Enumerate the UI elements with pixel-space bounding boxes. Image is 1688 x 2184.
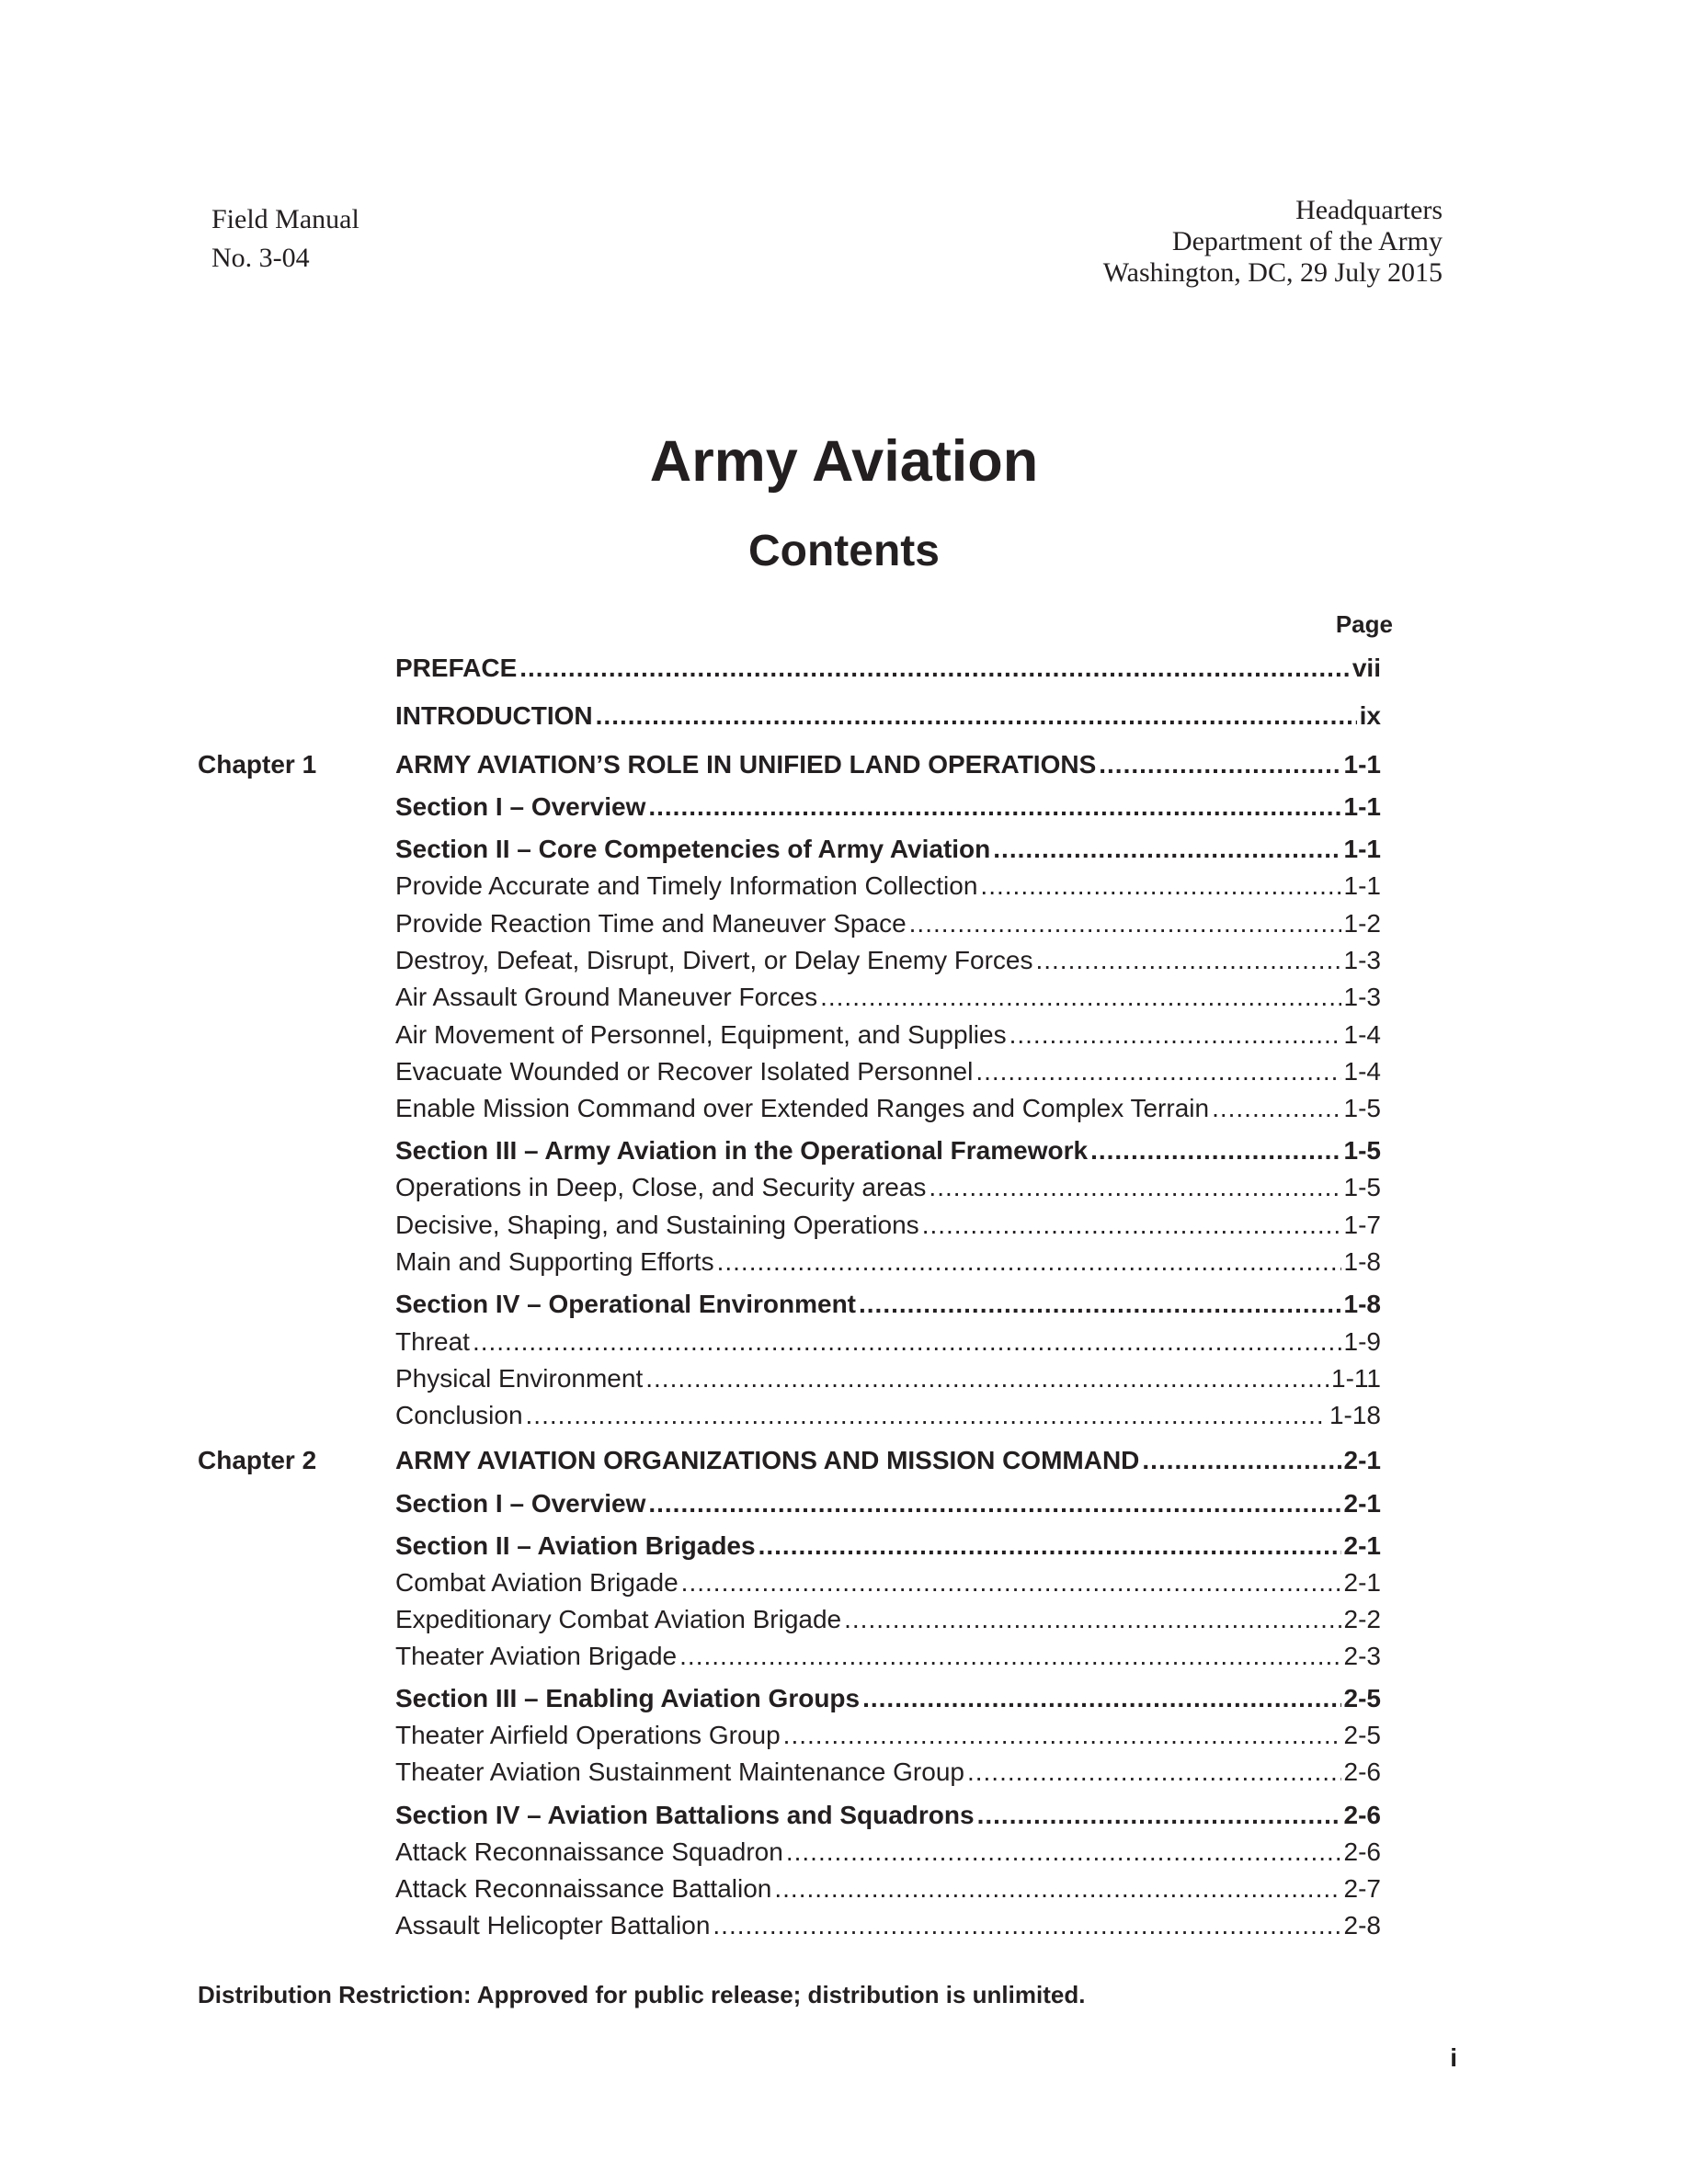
- toc-entry-title: Section III – Army Aviation in the Operational Framework: [395, 1136, 1089, 1165]
- toc-entry-page: 1-5: [1343, 1094, 1381, 1122]
- toc-entry-title: Provide Accurate and Timely Information Collection: [395, 871, 978, 900]
- department-label: Department of the Army: [1171, 226, 1443, 256]
- toc-entry-page: 2-3: [1343, 1642, 1381, 1670]
- dot-leader: [975, 1053, 1340, 1090]
- dot-leader: [967, 1754, 1341, 1791]
- toc-entry[interactable]: [395, 1754, 1381, 1791]
- toc-entry-page: 1-8: [1343, 1247, 1381, 1276]
- toc-entry-page: 2-5: [1343, 1684, 1381, 1712]
- toc-entry-page: 1-9: [1343, 1327, 1381, 1356]
- toc-entry-page: 1-4: [1343, 1020, 1381, 1049]
- toc-entry[interactable]: [395, 831, 1381, 868]
- field-manual-label: Field Manual: [211, 204, 359, 234]
- toc-entry[interactable]: [395, 1564, 1381, 1601]
- toc-entry[interactable]: [395, 789, 1381, 825]
- toc-entry[interactable]: [395, 1324, 1381, 1360]
- toc-entry[interactable]: [395, 1017, 1381, 1053]
- dot-leader: [844, 1601, 1340, 1638]
- toc-entry[interactable]: [395, 979, 1381, 1016]
- toc-entry[interactable]: [395, 1286, 1381, 1323]
- toc-entry-title: INTRODUCTION: [395, 701, 593, 730]
- toc-entry-title: Section II – Core Competencies of Army Aviation: [395, 835, 991, 863]
- dot-leader: [717, 1244, 1341, 1280]
- toc-entry-page: 1-1: [1343, 792, 1381, 821]
- toc-entry-page: 2-7: [1343, 1874, 1381, 1903]
- dot-leader: [648, 789, 1340, 825]
- toc-entry[interactable]: [395, 1132, 1381, 1169]
- toc-entry-page: 2-1: [1343, 1489, 1381, 1518]
- toc-entry-page: 1-5: [1343, 1136, 1381, 1165]
- toc-entry-page: 1-4: [1343, 1057, 1381, 1086]
- toc-entry-title: Conclusion: [395, 1401, 523, 1429]
- toc-entry-page: 1-1: [1343, 835, 1381, 863]
- toc-entry-title: ARMY AVIATION ORGANIZATIONS AND MISSION COMMAND: [395, 1446, 1140, 1474]
- toc-entry-title: Attack Reconnaissance Battalion: [395, 1874, 772, 1903]
- toc-entry[interactable]: [395, 1169, 1381, 1206]
- toc-entry[interactable]: [395, 1601, 1381, 1638]
- toc-entry[interactable]: [395, 1360, 1381, 1397]
- toc-entry-title: Theater Airfield Operations Group: [395, 1721, 781, 1749]
- form-designation: [211, 200, 359, 278]
- dot-leader: [774, 1871, 1340, 1907]
- toc-entry-title: Air Assault Ground Maneuver Forces: [395, 983, 818, 1011]
- toc-entry-title: Enable Mission Command over Extended Ranges and Complex Terrain: [395, 1094, 1210, 1122]
- headquarters-label: Headquarters: [1295, 195, 1443, 225]
- dot-leader: [929, 1169, 1340, 1206]
- toc-entry[interactable]: [395, 1907, 1381, 1944]
- toc-entry-title: Operations in Deep, Close, and Security areas: [395, 1173, 927, 1201]
- toc-entry-title: Threat: [395, 1327, 470, 1356]
- dot-leader: [1035, 942, 1340, 979]
- dot-leader: [820, 979, 1340, 1016]
- toc-entry-page: 2-1: [1343, 1531, 1381, 1560]
- dot-leader: [713, 1907, 1340, 1944]
- toc-entry[interactable]: [395, 650, 1381, 687]
- chapter-label: Chapter 1: [198, 750, 317, 779]
- toc-entry-page: 2-1: [1343, 1568, 1381, 1597]
- toc-entry-title: Attack Reconnaissance Squadron: [395, 1837, 783, 1866]
- dot-leader: [596, 698, 1357, 734]
- toc-entry[interactable]: [395, 1680, 1381, 1717]
- toc-entry-title: ARMY AVIATION’S ROLE IN UNIFIED LAND OPERATIONS: [395, 750, 1097, 779]
- toc-entry[interactable]: [395, 1442, 1381, 1479]
- toc-entry-page: 1-1: [1343, 871, 1381, 900]
- dot-leader: [783, 1717, 1341, 1754]
- dot-leader: [681, 1564, 1341, 1601]
- toc-entry-title: Air Movement of Personnel, Equipment, and Supplies: [395, 1020, 1007, 1049]
- toc-entry[interactable]: [395, 905, 1381, 942]
- dot-leader: [993, 831, 1340, 868]
- toc-entry-page: 1-7: [1343, 1211, 1381, 1239]
- toc-entry-page: 1-11: [1331, 1364, 1381, 1393]
- dot-leader: [519, 650, 1350, 687]
- toc-entry-title: Section I – Overview: [395, 1489, 646, 1518]
- toc-entry[interactable]: [395, 1717, 1381, 1754]
- dot-leader: [1212, 1090, 1340, 1127]
- toc-entry[interactable]: [395, 868, 1381, 904]
- distribution-statement: Distribution Restriction: Approved for public release; distribution is unlimited.: [198, 1981, 1086, 2008]
- toc-entry-title: PREFACE: [395, 654, 518, 682]
- dot-leader: [980, 868, 1340, 904]
- dot-leader: [977, 1797, 1341, 1834]
- toc-entry[interactable]: [395, 1638, 1381, 1675]
- toc-entry[interactable]: [395, 1834, 1381, 1871]
- dot-leader: [526, 1397, 1327, 1434]
- dot-leader: [648, 1485, 1340, 1522]
- toc-entry-title: Expeditionary Combat Aviation Brigade: [395, 1605, 842, 1633]
- toc-entry[interactable]: [395, 1090, 1381, 1127]
- toc-entry-page: 2-6: [1343, 1757, 1381, 1786]
- toc-entry[interactable]: [395, 1485, 1381, 1522]
- toc-entry-title: Physical Environment: [395, 1364, 644, 1393]
- dot-leader: [758, 1528, 1341, 1564]
- manual-number: No. 3-04: [211, 243, 310, 273]
- toc-entry-page: ix: [1359, 701, 1381, 730]
- toc-entry-page: 2-8: [1343, 1911, 1381, 1939]
- toc-entry-page: 1-5: [1343, 1173, 1381, 1201]
- document-title: Army Aviation: [649, 429, 1039, 494]
- toc-entry-title: Theater Aviation Sustainment Maintenance Group: [395, 1757, 964, 1786]
- toc-entry-page: 2-6: [1343, 1837, 1381, 1866]
- toc-entry[interactable]: [395, 1797, 1381, 1834]
- dot-leader: [922, 1207, 1341, 1244]
- page-number: i: [1450, 2043, 1457, 2072]
- toc-entry[interactable]: [395, 1528, 1381, 1564]
- toc-entry[interactable]: [395, 1053, 1381, 1090]
- dot-leader: [859, 1286, 1341, 1323]
- dot-leader: [473, 1324, 1341, 1360]
- location-date: Washington, DC, 29 July 2015: [1102, 257, 1443, 288]
- toc-entry-page: 1-1: [1343, 750, 1381, 779]
- dot-leader: [909, 905, 1341, 942]
- issuing-authority: [1103, 195, 1443, 289]
- dot-leader: [679, 1638, 1340, 1675]
- toc-entry-title: Section IV – Aviation Battalions and Squadrons: [395, 1801, 975, 1829]
- dot-leader: [862, 1680, 1340, 1717]
- toc-entry-page: 2-1: [1343, 1446, 1381, 1474]
- toc-entry-title: Theater Aviation Brigade: [395, 1642, 678, 1670]
- toc-entry-title: Section III – Enabling Aviation Groups: [395, 1684, 861, 1712]
- toc-entry-page: 1-18: [1329, 1401, 1381, 1429]
- toc-entry-page: 1-2: [1343, 909, 1381, 938]
- toc-entry-title: Main and Supporting Efforts: [395, 1247, 714, 1276]
- toc-entry[interactable]: [395, 1871, 1381, 1907]
- toc-entry-title: Provide Reaction Time and Maneuver Space: [395, 909, 907, 938]
- dot-leader: [1090, 1132, 1340, 1169]
- toc-entry[interactable]: [395, 746, 1381, 783]
- dot-leader: [1099, 746, 1340, 783]
- toc-entry[interactable]: [395, 1207, 1381, 1244]
- toc-entry[interactable]: [395, 942, 1381, 979]
- chapter-label: Chapter 2: [198, 1446, 317, 1474]
- toc-entry-title: Evacuate Wounded or Recover Isolated Personnel: [395, 1057, 974, 1086]
- toc-entry[interactable]: [395, 698, 1381, 734]
- dot-leader: [1142, 1442, 1340, 1479]
- page-column-label: Page: [1335, 610, 1393, 638]
- contents-heading: Contents: [748, 527, 940, 575]
- toc-entry-page: 2-2: [1343, 1605, 1381, 1633]
- toc-entry-page: 2-6: [1343, 1801, 1381, 1829]
- dot-leader: [786, 1834, 1341, 1871]
- dot-leader: [1009, 1017, 1341, 1053]
- toc-entry-title: Combat Aviation Brigade: [395, 1568, 679, 1597]
- toc-entry-page: vii: [1352, 654, 1381, 682]
- dot-leader: [645, 1360, 1329, 1397]
- toc-entry[interactable]: [395, 1397, 1381, 1434]
- toc-entry-page: 2-5: [1343, 1721, 1381, 1749]
- toc-entry-title: Assault Helicopter Battalion: [395, 1911, 711, 1939]
- toc-entry-title: Section II – Aviation Brigades: [395, 1531, 756, 1560]
- toc-entry-title: Section I – Overview: [395, 792, 646, 821]
- toc-entry-title: Destroy, Defeat, Disrupt, Divert, or Delay Enemy Forces: [395, 946, 1033, 974]
- toc-entry-page: 1-3: [1343, 946, 1381, 974]
- toc-entry[interactable]: [395, 1244, 1381, 1280]
- toc-entry-title: Decisive, Shaping, and Sustaining Operations: [395, 1211, 919, 1239]
- toc-entry-page: 1-8: [1343, 1290, 1381, 1318]
- toc-entry-page: 1-3: [1343, 983, 1381, 1011]
- toc-entry-title: Section IV – Operational Environment: [395, 1290, 856, 1318]
